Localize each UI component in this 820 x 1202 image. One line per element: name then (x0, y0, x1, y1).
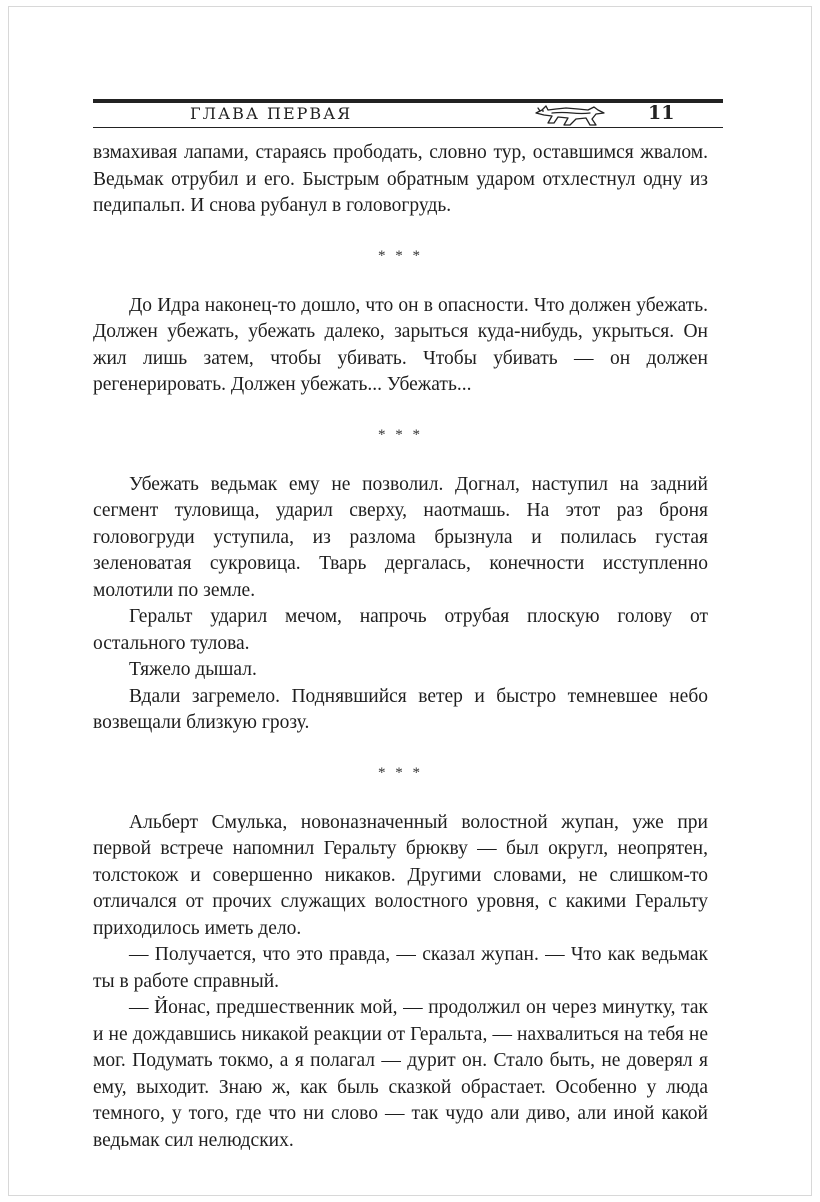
header-rule-bottom (93, 127, 723, 128)
paragraph: Вдали загремело. Поднявшийся ветер и быстро темневшее небо возвещали близкую грозу. (93, 685, 708, 733)
section-separator: * * * (378, 426, 423, 443)
paragraph: Альберт Смулька, новоназначенный волостной жупан, уже при первой встрече напомнил Геральту брюкву — был округл, неопрятен, толстокож и совершенно никаков. Другими словами, не слишком-то отличался от прочих служащих волостного уровня, с какими Геральту приходилось иметь дело. (93, 811, 708, 939)
body-text (93, 140, 708, 1154)
page-number: 11 (648, 102, 675, 124)
paragraph: взмахивая лапами, стараясь прободать, словно тур, оставшимся жвалом. Ведьмак отрубил и его. Быстрым обратным ударом отхлестнул одну из педипальп. И снова рубанул в головогрудь. (93, 142, 708, 216)
header-rule-top (93, 99, 723, 103)
paragraph: Геральт ударил мечом, напрочь отрубая плоскую голову от остального тулова. (93, 606, 708, 654)
chapter-title: ГЛАВА ПЕРВАЯ (190, 104, 353, 123)
paragraph: Тяжело дышал. (129, 659, 257, 680)
paragraph: — Получается, что это правда, — сказал жупан. — Что как ведьмак ты в работе справный. (93, 944, 708, 992)
section-separator: * * * (378, 247, 423, 264)
section-separator: * * * (378, 764, 423, 781)
paragraph: Убежать ведьмак ему не позволил. Догнал, наступил на задний сегмент туловища, ударил сверху, наотмашь. На этот раз броня головогруди уступила, из разлома брызнула и полилась густая зеленоватая сукровица. Тварь дергалась, конечности исступленно молотили по земле. (93, 473, 708, 601)
paragraph: — Йонас, предшественник мой, — продолжил он через минутку, так и не дождавшись никакой реакции от Геральта, — нахвалиться на тебя не мог. Подумать токмо, а я полагал — дурит он. Стало быть, не доверял я ему, выходит. Знаю ж, как быль сказкой обрастает. Особенно у люда темного, у того, где что ни слово — так чудо али диво, али иной какой ведьмак сил нелюдских. (93, 997, 708, 1151)
wolf-emblem-icon (532, 101, 608, 127)
paragraph: До Идра наконец-то дошло, что он в опасности. Что должен убежать. Должен убежать, убежать далеко, зарыться куда-нибудь, укрыться. Он жил лишь затем, чтобы убивать. Чтобы убивать — он должен регенерировать. Должен убежать... Убежать... (93, 294, 708, 395)
